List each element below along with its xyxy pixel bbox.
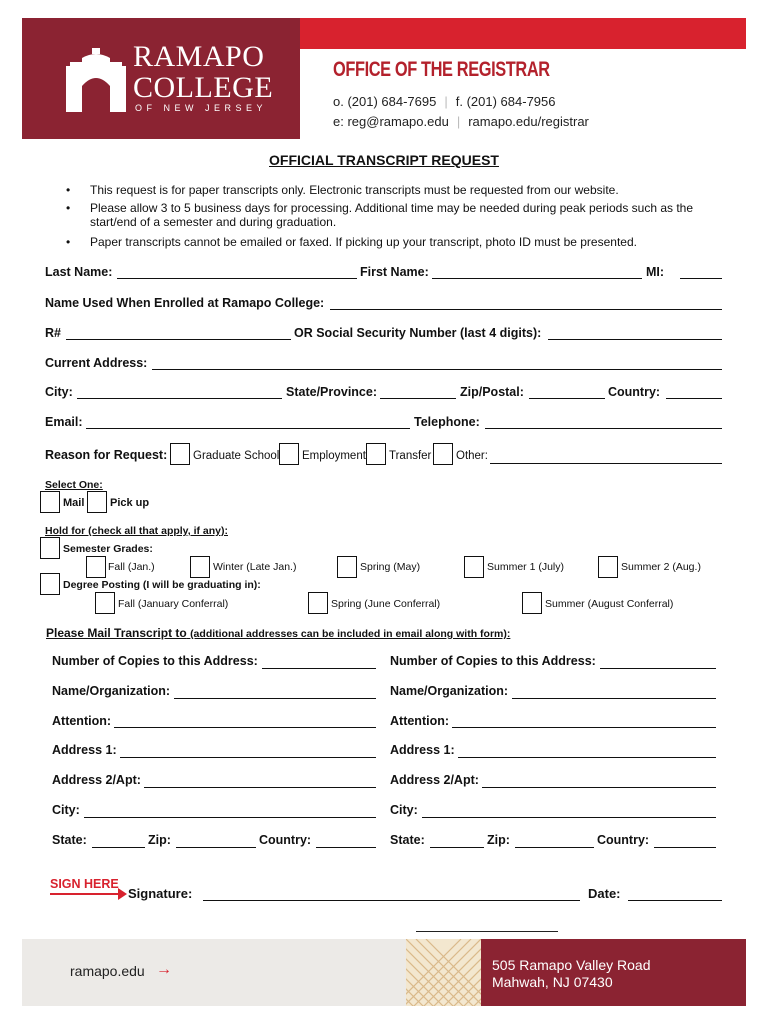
attention-field-right[interactable] xyxy=(452,727,716,728)
address1-label-right: Address 1: xyxy=(390,743,455,757)
country-label-left: Country: xyxy=(259,833,312,847)
ssn-label: OR Social Security Number (last 4 digits): xyxy=(294,326,542,340)
sign-here-arrow-icon xyxy=(50,893,124,895)
state-label-right: State: xyxy=(390,833,425,847)
spring-may-option: Spring (May) xyxy=(360,561,421,573)
zip-field-right[interactable] xyxy=(515,847,594,848)
city-field-left[interactable] xyxy=(84,817,376,818)
footer-website-link[interactable]: ramapo.edu xyxy=(70,963,145,979)
middle-initial-field[interactable] xyxy=(680,278,722,279)
country-field-left[interactable] xyxy=(316,847,376,848)
registrar-website[interactable]: ramapo.edu/registrar xyxy=(468,114,589,129)
office-title: OFFICE OF THE REGISTRAR xyxy=(333,58,550,81)
name-org-field-left[interactable] xyxy=(174,698,376,699)
zip-label-left: Zip: xyxy=(148,833,171,847)
name-org-label-right: Name/Organization: xyxy=(390,684,509,698)
telephone-label: Telephone: xyxy=(414,415,480,429)
brand-name-line1: RAMAPO xyxy=(133,40,265,73)
graduate-school-option: Graduate School xyxy=(193,450,280,462)
mail-checkbox[interactable] xyxy=(40,491,60,513)
sign-here-arrowhead-icon xyxy=(118,888,127,900)
state-field-right[interactable] xyxy=(430,847,484,848)
last-name-field[interactable] xyxy=(117,278,357,279)
zip-postal-label: Zip/Postal: xyxy=(460,385,524,399)
telephone-field[interactable] xyxy=(485,428,722,429)
city-label-left: City: xyxy=(52,803,80,817)
email-address[interactable]: e: reg@ramapo.edu xyxy=(333,114,449,129)
date-label: Date: xyxy=(588,886,621,901)
signature-field[interactable] xyxy=(203,900,580,901)
zip-label-right: Zip: xyxy=(487,833,510,847)
copies-field-left[interactable] xyxy=(262,668,376,669)
current-address-label: Current Address: xyxy=(45,356,148,370)
city-label-right: City: xyxy=(390,803,418,817)
spring-conferral-checkbox[interactable] xyxy=(308,592,328,614)
attention-field-left[interactable] xyxy=(114,727,376,728)
semester-grades-checkbox[interactable] xyxy=(40,537,60,559)
header-accent-bar xyxy=(300,18,746,49)
other-checkbox[interactable] xyxy=(433,443,453,465)
r-number-field[interactable] xyxy=(66,339,291,340)
contact-phone-row: o. (201) 684-7695 | f. (201) 684-7956 xyxy=(333,94,556,109)
mail-heading-text: Please Mail Transcript to xyxy=(46,626,187,640)
pick-up-option: Pick up xyxy=(110,497,150,509)
summer-conferral-option: Summer (August Conferral) xyxy=(545,598,674,610)
first-name-label: First Name: xyxy=(360,265,429,279)
city-field[interactable] xyxy=(77,398,282,399)
address1-label-left: Address 1: xyxy=(52,743,117,757)
address2-label-left: Address 2/Apt: xyxy=(52,773,141,787)
mail-section-heading xyxy=(46,626,510,640)
country-label-right: Country: xyxy=(597,833,650,847)
address2-field-left[interactable] xyxy=(144,787,376,788)
copies-label-left: Number of Copies to this Address: xyxy=(52,654,258,668)
last-name-label: Last Name: xyxy=(45,265,113,279)
r-number-label: R# xyxy=(45,326,61,340)
first-name-field[interactable] xyxy=(432,278,642,279)
brand-name-line3: OF NEW JERSEY xyxy=(135,103,268,113)
other-reason-field[interactable] xyxy=(490,463,722,464)
fall-conferral-checkbox[interactable] xyxy=(95,592,115,614)
attention-label-left: Attention: xyxy=(52,714,112,728)
enrolled-name-label: Name Used When Enrolled at Ramapo College: xyxy=(45,296,325,310)
ssn-field[interactable] xyxy=(548,339,722,340)
fax-number: f. (201) 684-7956 xyxy=(455,94,556,109)
footer-address-line2: Mahwah, NJ 07430 xyxy=(492,974,613,990)
country-field[interactable] xyxy=(666,398,722,399)
semester-grades-label: Semester Grades: xyxy=(63,543,153,555)
enrolled-name-field[interactable] xyxy=(330,309,722,310)
summer2-checkbox[interactable] xyxy=(598,556,618,578)
summer2-option: Summer 2 (Aug.) xyxy=(621,561,701,573)
summer1-checkbox[interactable] xyxy=(464,556,484,578)
name-org-field-right[interactable] xyxy=(512,698,716,699)
fall-conferral-option: Fall (January Conferral) xyxy=(118,598,229,610)
arrow-right-icon: → xyxy=(156,961,172,978)
graduate-school-checkbox[interactable] xyxy=(170,443,190,465)
degree-posting-checkbox[interactable] xyxy=(40,573,60,595)
form-title: OFFICIAL TRANSCRIPT REQUEST xyxy=(269,152,499,168)
degree-posting-label: Degree Posting (I will be graduating in): xyxy=(63,579,261,591)
country-field-right[interactable] xyxy=(654,847,716,848)
footer-address-line1: 505 Ramapo Valley Road xyxy=(492,957,651,973)
phone-number: o. (201) 684-7695 xyxy=(333,94,437,109)
zip-postal-field[interactable] xyxy=(529,398,605,399)
address2-label-right: Address 2/Apt: xyxy=(390,773,479,787)
current-address-field[interactable] xyxy=(152,369,722,370)
summer-conferral-checkbox[interactable] xyxy=(522,592,542,614)
summer1-option: Summer 1 (July) xyxy=(487,561,565,573)
date-field[interactable] xyxy=(628,900,722,901)
state-province-field[interactable] xyxy=(380,398,456,399)
transfer-checkbox[interactable] xyxy=(366,443,386,465)
state-field-left[interactable] xyxy=(92,847,145,848)
footer-divider xyxy=(416,931,558,932)
spring-conferral-option: Spring (June Conferral) xyxy=(331,598,441,610)
select-one-label: Select One: xyxy=(45,479,103,491)
employment-option: Employment xyxy=(302,450,366,462)
fall-jan-option: Fall (Jan.) xyxy=(108,561,155,573)
fall-jan-checkbox[interactable] xyxy=(86,556,106,578)
brand-name-line2: COLLEGE xyxy=(133,71,274,104)
other-option: Other: xyxy=(456,450,488,462)
copies-field-right[interactable] xyxy=(600,668,716,669)
sign-here-label: SIGN HERE xyxy=(50,877,119,891)
name-org-label-left: Name/Organization: xyxy=(52,684,171,698)
hold-for-label: Hold for (check all that apply, if any): xyxy=(45,525,228,537)
footer-lattice-pattern-icon xyxy=(406,939,481,1006)
mail-heading-note: (additional addresses can be included in email along with form): xyxy=(190,628,511,640)
college-arch-logo-icon xyxy=(64,48,128,114)
state-label-left: State: xyxy=(52,833,87,847)
pick-up-checkbox[interactable] xyxy=(87,491,107,513)
state-province-label: State/Province: xyxy=(286,385,378,399)
country-label: Country: xyxy=(608,385,661,399)
mail-option: Mail xyxy=(63,497,85,509)
contact-email-row: e: reg@ramapo.edu | ramapo.edu/registrar xyxy=(333,114,589,129)
email-label: Email: xyxy=(45,415,83,429)
attention-label-right: Attention: xyxy=(390,714,450,728)
copies-label-right: Number of Copies to this Address: xyxy=(390,654,596,668)
zip-field-left[interactable] xyxy=(176,847,256,848)
email-field[interactable] xyxy=(86,428,410,429)
middle-initial-label: MI: xyxy=(646,265,665,279)
employment-checkbox[interactable] xyxy=(279,443,299,465)
city-field-right[interactable] xyxy=(422,817,716,818)
address1-field-left[interactable] xyxy=(120,757,376,758)
info-bullet-continuation: start/end of a semester and during graduation. xyxy=(90,215,337,229)
address1-field-right[interactable] xyxy=(458,757,716,758)
address2-field-right[interactable] xyxy=(482,787,716,788)
reason-label: Reason for Request: xyxy=(45,448,168,462)
signature-label: Signature: xyxy=(128,886,193,901)
winter-option: Winter (Late Jan.) xyxy=(213,561,297,573)
transfer-option: Transfer xyxy=(389,450,432,462)
city-label: City: xyxy=(45,385,73,399)
spring-may-checkbox[interactable] xyxy=(337,556,357,578)
winter-checkbox[interactable] xyxy=(190,556,210,578)
